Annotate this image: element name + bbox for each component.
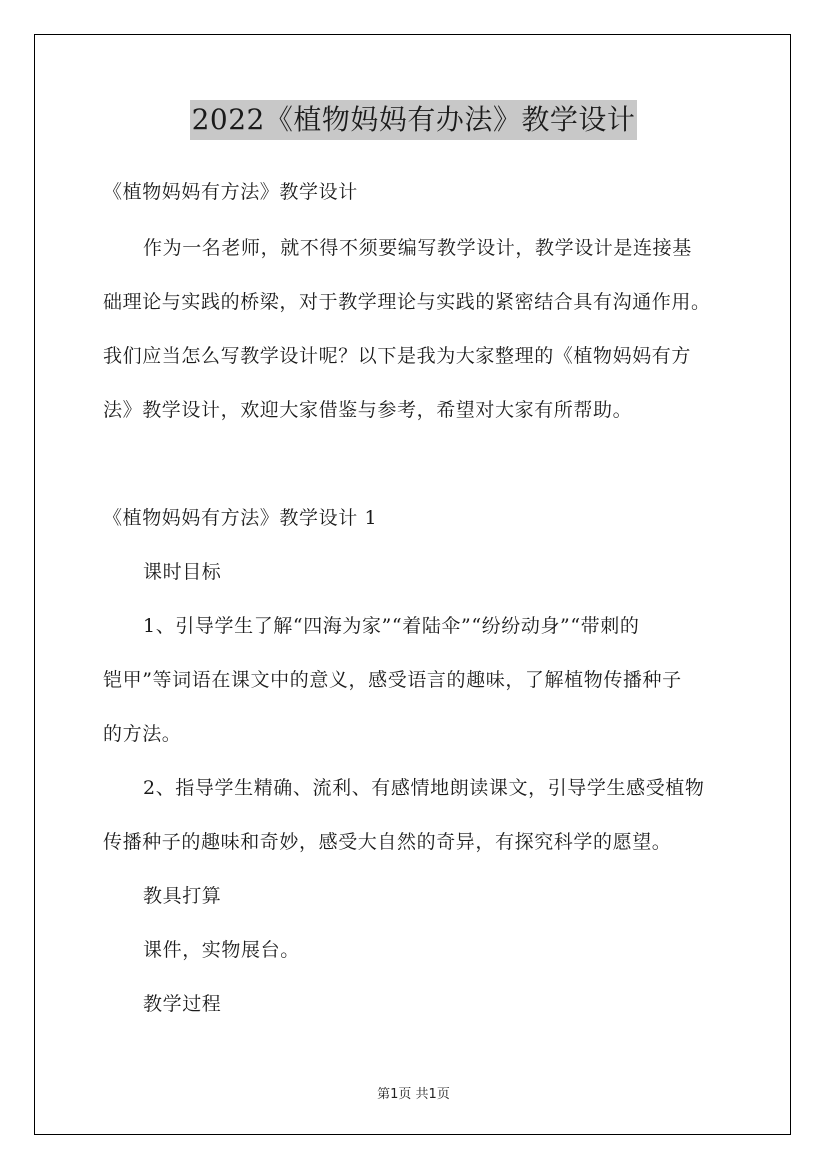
intro-line-4: 法》教学设计，欢迎大家借鉴与参考，希望对大家有所帮助。	[103, 399, 633, 421]
goal-heading: 课时目标	[143, 561, 222, 583]
section-heading: 《植物妈妈有方法》教学设计 1	[103, 507, 378, 529]
intro-line-1: 作为一名老师，就不得不须要编写教学设计，教学设计是连接基	[143, 237, 692, 259]
goal1-line-1: 1、引导学生了解“四海为家”“着陆伞”“纷纷动身”“带刺的	[143, 615, 640, 637]
intro-line-3: 我们应当怎么写教学设计呢？以下是我为大家整理的《植物妈妈有方	[103, 345, 692, 367]
title-block	[0, 100, 827, 140]
goal2-line-2: 传播种子的趣味和奇妙，感受大自然的奇异，有探究科学的愿望。	[103, 831, 672, 853]
process-heading: 教学过程	[143, 993, 222, 1015]
prep-heading: 教具打算	[143, 885, 222, 907]
intro-line-2: 础理论与实践的桥梁，对于教学理论与实践的紧密结合具有沟通作用。	[103, 291, 711, 313]
prep-text: 课件，实物展台。	[143, 939, 300, 961]
goal1-line-3: 的方法。	[103, 723, 182, 745]
page-footer: 第1页 共1页	[377, 1087, 450, 1102]
document-title: 2022《植物妈妈有办法》教学设计	[190, 100, 638, 140]
goal1-line-2: 铠甲”等词语在课文中的意义，感受语言的趣味，了解植物传播种子	[103, 669, 682, 691]
goal2-line-1: 2、指导学生精确、流利、有感情地朗读课文，引导学生感受植物	[143, 777, 705, 799]
subtitle: 《植物妈妈有方法》教学设计	[103, 181, 358, 203]
